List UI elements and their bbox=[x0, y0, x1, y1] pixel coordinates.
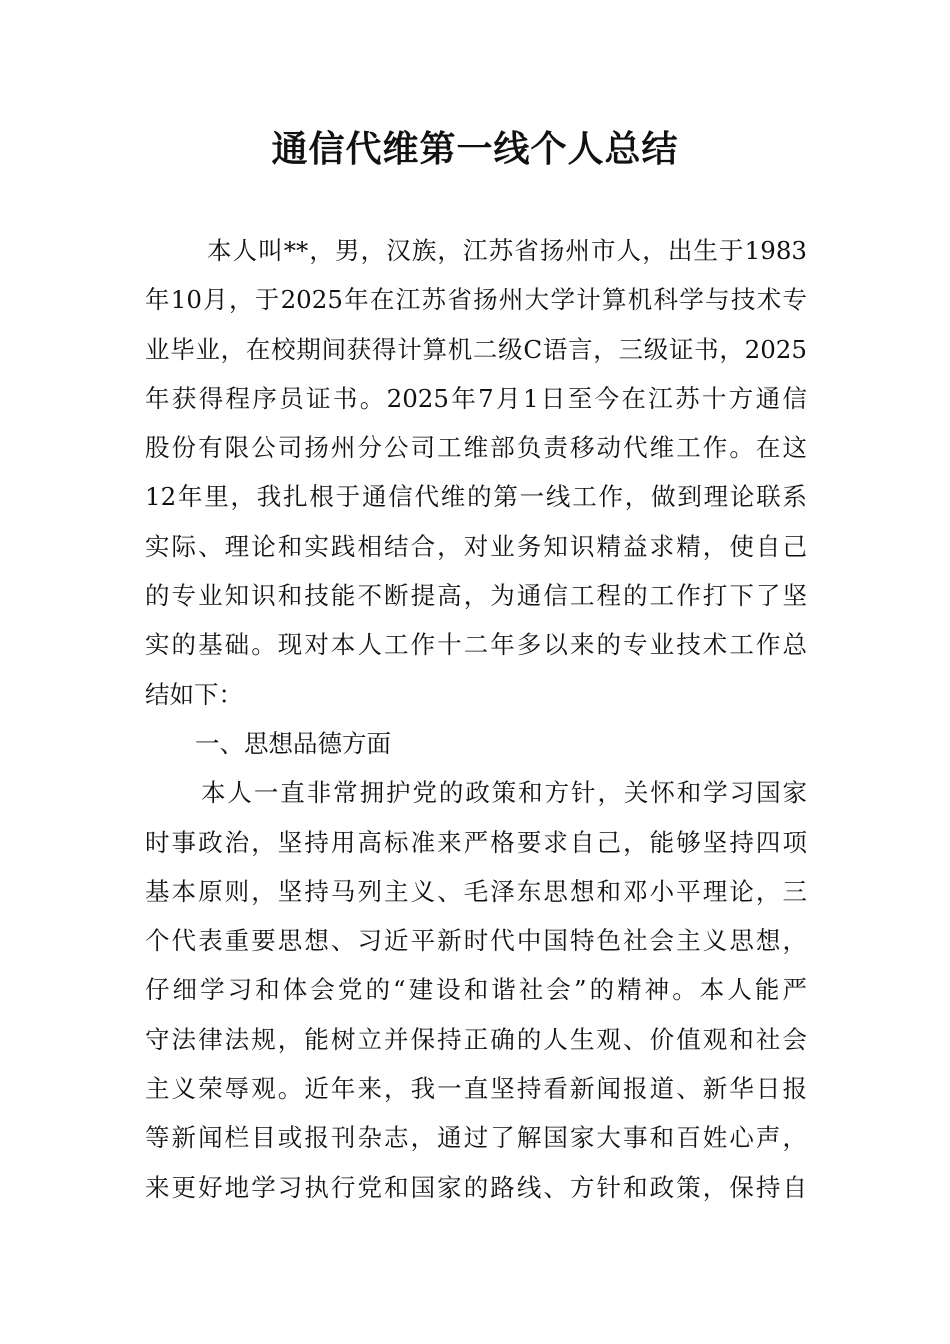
paragraph-line: 12年里，我扎根于通信代维的第一线工作，做到理论联系 bbox=[145, 482, 807, 512]
paragraph-line: 时事政治，坚持用高标准来严格要求自己，能够坚持四项 bbox=[145, 827, 807, 857]
document-body bbox=[145, 226, 807, 1212]
paragraph-line: 实的基础。现对本人工作十二年多以来的专业技术工作总 bbox=[145, 630, 807, 660]
paragraph-line: 主义荣辱观。近年来，我一直坚持看新闻报道、新华日报 bbox=[145, 1074, 807, 1104]
paragraph-line: 本人一直非常拥护党的政策和方针，关怀和学习国家 bbox=[201, 778, 807, 808]
paragraph-line: 本人叫**，男，汉族，江苏省扬州市人，出生于1983 bbox=[207, 236, 807, 265]
paragraph-line: 个代表重要思想、习近平新时代中国特色社会主义思想， bbox=[145, 926, 807, 956]
paragraph-line: 业毕业，在校期间获得计算机二级C语言，三级证书，2025 bbox=[145, 334, 807, 364]
section-heading: 一、思想品德方面 bbox=[195, 728, 391, 758]
paragraph-line: 结如下： bbox=[145, 679, 243, 709]
document-title: 通信代维第一线个人总结 bbox=[271, 129, 679, 170]
paragraph-line: 守法律法规，能树立并保持正确的人生观、价值观和社会 bbox=[145, 1024, 807, 1054]
paragraph-line: 股份有限公司扬州分公司工维部负责移动代维工作。在这 bbox=[145, 433, 807, 463]
paragraph-line: 基本原则，坚持马列主义、毛泽东思想和邓小平理论，三 bbox=[145, 876, 807, 906]
paragraph-line: 年获得程序员证书。2025年7月1日至今在江苏十方通信 bbox=[145, 383, 807, 413]
paragraph-line: 来更好地学习执行党和国家的路线、方针和政策，保持自 bbox=[145, 1172, 807, 1202]
paragraph-line: 实际、理论和实践相结合，对业务知识精益求精，使自己 bbox=[145, 531, 807, 561]
paragraph-line: 仔细学习和体会党的“建设和谐社会”的精神。本人能严 bbox=[145, 975, 807, 1005]
paragraph-line: 的专业知识和技能不断提高，为通信工程的工作打下了坚 bbox=[145, 581, 807, 611]
paragraph-line: 等新闻栏目或报刊杂志，通过了解国家大事和百姓心声， bbox=[145, 1123, 807, 1153]
paragraph-line: 年10月，于2025年在江苏省扬州大学计算机科学与技术专 bbox=[145, 285, 807, 315]
